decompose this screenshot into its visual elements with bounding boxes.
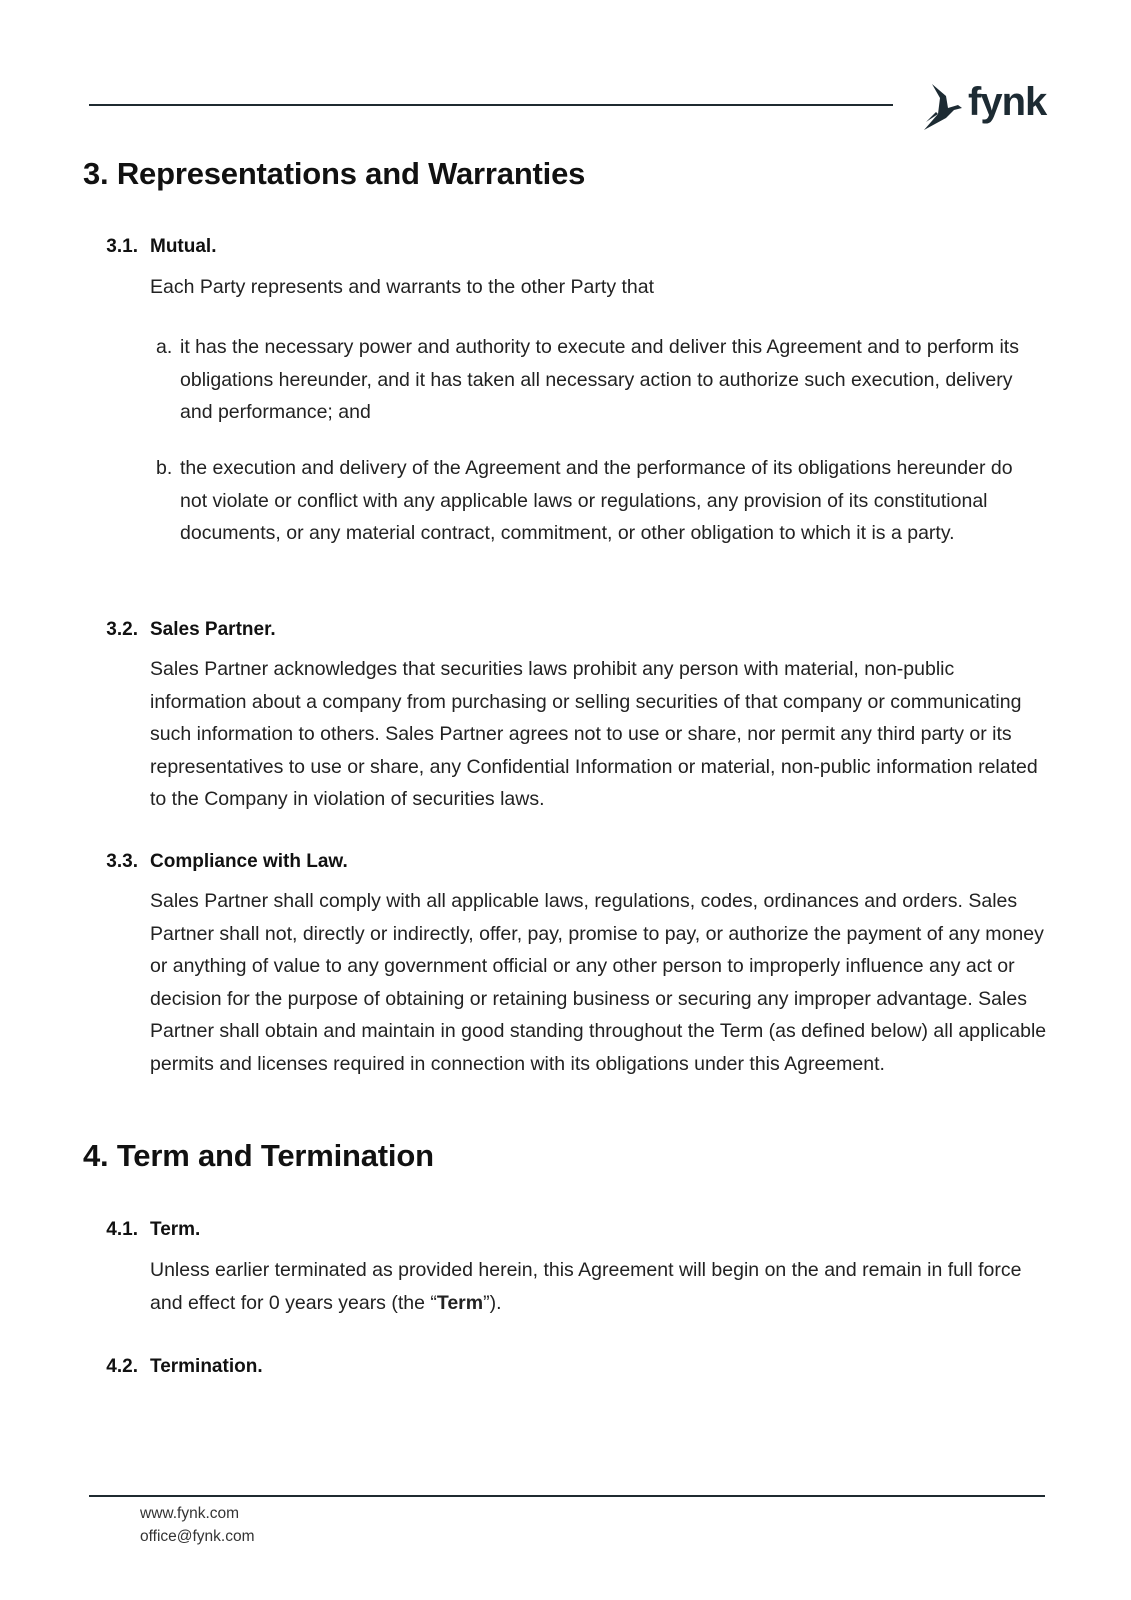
section-heading: 3. Representations and Warranties <box>83 156 586 191</box>
list-marker: b. <box>156 457 173 479</box>
subsection-title: Compliance with Law. <box>150 851 348 872</box>
subsection-number: 3.2. <box>106 619 138 640</box>
bird-logo-icon <box>918 78 964 134</box>
footer-divider <box>89 1495 1045 1497</box>
brand-name: fynk <box>968 80 1047 124</box>
list-item <box>150 452 1040 550</box>
list-item-text: the execution and delivery of the Agreement and the performance of its obligations hereunder do not violate or conflict with any applicable laws or regulations, any provision of its constitutional documents, or any material contract, commitment, or other obligation to which it is a party. <box>180 457 1013 544</box>
subsection-title: Sales Partner. <box>150 619 276 640</box>
term-text-pre: Unless earlier terminated as provided herein, this Agreement will begin on the and remain in full force and effect for 0 years years (the “ <box>150 1259 1022 1314</box>
paragraph: Each Party represents and warrants to the other Party that <box>150 276 655 298</box>
subsection-number: 4.2. <box>106 1356 138 1377</box>
footer-email: office@fynk.com <box>140 1528 255 1545</box>
subsection-number: 3.1. <box>106 236 138 257</box>
section-heading: 4. Term and Termination <box>83 1138 434 1173</box>
subsection-number: 3.3. <box>106 851 138 872</box>
brand-logo <box>918 78 1046 134</box>
list-item <box>150 331 1040 429</box>
term-text-post: ”). <box>483 1291 502 1314</box>
list-marker: a. <box>156 336 173 358</box>
footer-website: www.fynk.com <box>140 1505 240 1522</box>
paragraph: Sales Partner shall comply with all applicable laws, regulations, codes, ordinances and orders. Sales Partner shall not, directly or indirectly, offer, pay, promise to pay, or authorize the payment of any money or anything of value to any government official or any other person to improperly influence any act or decision for the purpose of obtaining or retaining business or securing any improper advantage. Sales Partner shall obtain and maintain in good standing throughout the Term (as defined below) all applicable permits and licenses required in connection with its obligations under this Agreement. <box>150 890 1047 1075</box>
subsection-title: Mutual. <box>150 236 217 257</box>
paragraph <box>150 1254 1050 1319</box>
subsection-title: Termination. <box>150 1356 263 1377</box>
subsection-title: Term. <box>150 1219 201 1240</box>
list-item-text: it has the necessary power and authority to execute and deliver this Agreement and to perform its obligations hereunder, and it has taken all necessary action to authorize such execution, delivery and performance; and <box>180 336 1019 423</box>
paragraph: Sales Partner acknowledges that securities laws prohibit any person with material, non-public information about a company from purchasing or selling securities of that company or communicating such information to others. Sales Partner agrees not to use or share, nor permit any third party or its representatives to use or share, any Confidential Information or material, non-public information related to the Company in violation of securities laws. <box>150 658 1038 810</box>
header-divider <box>89 104 893 106</box>
term-defined-word: Term <box>436 1291 484 1314</box>
subsection-number: 4.1. <box>106 1219 138 1240</box>
